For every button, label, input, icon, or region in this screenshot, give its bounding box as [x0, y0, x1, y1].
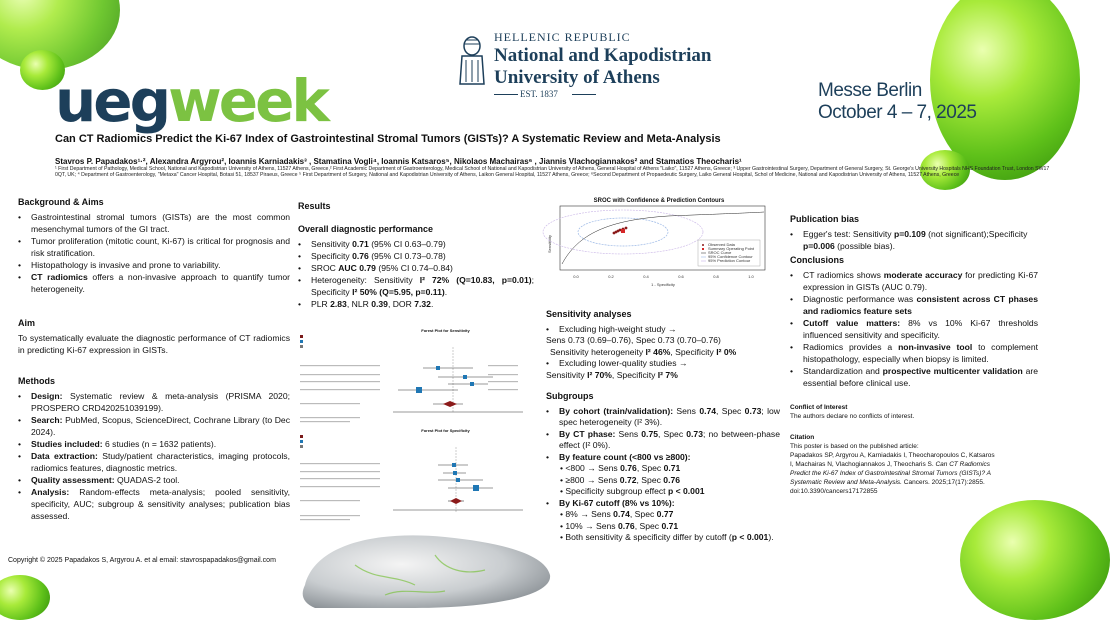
forest-plot-specificity	[298, 428, 533, 526]
list-item: • Excluding lower-quality studies →	[546, 358, 780, 370]
list-item	[18, 271, 290, 295]
emphasis: non-invasive tool	[898, 342, 973, 352]
methods-list	[18, 390, 290, 522]
list-item: • Excluding high-weight study →	[546, 324, 780, 336]
label: Design:	[31, 391, 63, 401]
text: , Spec	[636, 474, 664, 485]
athena-seal-icon	[454, 36, 490, 86]
list-item	[18, 390, 290, 414]
list-item	[298, 262, 534, 274]
forest-plot-title: Forest Plot for Specificity	[421, 428, 470, 433]
text: , Specificity	[670, 346, 717, 357]
sensitivity-analyses-list	[546, 324, 780, 336]
sroc-chart	[548, 198, 770, 290]
affiliations: ¹ First Department of Pathology, Medical School, National and Kapodistrian University of Athens, 11527 Athens, Greece,² First Academic Department of Gastroenterology, Medical School of National and Kapodistrian University of Athens, General Hospital of Athens "Laiko", 11527 Athens, Greece; ³ Upper Gastrointestinal Surgery, Department of General Surgery, St. George's University Hospitals NHS Foundation Trust, London SW17 0QT, UK; ⁴ Department of Gastroenterology, "Metaxa" Cancer Hospital, Botasi 51, 18537 Piraeus, Greece ⁵ First Department of Surgery, National and Kapodistrian University of Athens, Laikon General Hospital, 11527 Athens, Greece; ⁶Second Department of Propaedeutic Surgery, Laiko General Hospital, Schol of Medicine, National and Kapodistrian University of Athens, 11527 Athens, Greece	[55, 166, 1050, 179]
text: Diagnostic performance was	[803, 294, 917, 304]
subgroups-heading: Subgroups	[546, 391, 594, 401]
text: (95% CI 0.74–0.84)	[375, 263, 453, 273]
authors: Stavros P. Papadakos¹·², Alexandra Argyrou², Ioannis Karniadakis³ , Stamatina Vogli⁴, Ioannis Katsaros⁵, Nikolaos Machairas⁶ , Jiannis Vlachogiannakos² and Stamatios Theocharis¹	[55, 157, 742, 166]
value: 0.74	[613, 509, 630, 519]
text: , Spec	[636, 463, 664, 473]
poster-title: Can CT Radiomics Predict the Ki-67 Index of Gastrointestinal Stromal Tumors (GISTs)? A Systematic Review and Meta-Analysis	[55, 133, 721, 145]
subgroup-line	[546, 463, 780, 475]
text: , Spec	[716, 405, 745, 416]
list-item	[546, 429, 780, 452]
value: 2.83	[330, 299, 347, 309]
text: , Spec	[629, 509, 657, 519]
text: .	[444, 287, 448, 297]
subgroup-line	[546, 521, 780, 533]
text: , NLR	[346, 299, 372, 309]
x-tick-label: 0.8	[713, 274, 719, 279]
text: • ≥800 → Sens	[560, 474, 620, 485]
text: (95% CI 0.73–0.78)	[368, 251, 446, 261]
value: 0.72	[619, 474, 637, 485]
subgroups-list-2	[546, 498, 780, 510]
publication-bias-heading: Publication bias	[790, 214, 860, 224]
text: 8% vs 10% Ki-67 thresholds influenced sensitivity and specificity.	[803, 318, 1039, 340]
results-column	[298, 200, 534, 310]
sroc-xlabel: 1 - Specificity	[651, 282, 675, 287]
university-est: EST. 1837	[520, 89, 558, 99]
list-item	[298, 250, 534, 262]
divider	[494, 94, 518, 95]
value: 0.76	[617, 520, 635, 531]
list-item: • Histopathology is invasive and prone to variability.	[18, 259, 290, 271]
right-column	[790, 213, 1038, 496]
text: Radiomics provides a	[803, 342, 899, 352]
text: Sensitivity	[311, 239, 353, 249]
subgroup-line	[546, 509, 780, 521]
text: • Specificity subgroup effect	[560, 486, 668, 496]
sroc-graphic	[548, 204, 770, 288]
value: 0.71	[663, 463, 681, 473]
list-item	[18, 450, 290, 474]
value: I² 0%	[716, 346, 737, 357]
sroc-x-ticks	[573, 274, 754, 279]
sroc-legend-entry: 95% Confidence Contour	[708, 254, 753, 259]
text: ).	[768, 532, 774, 542]
aim-heading: Aim	[18, 318, 36, 328]
forest-plot-sensitivity	[298, 328, 533, 426]
x-tick-label: 0.4	[643, 274, 649, 279]
list-item	[18, 438, 290, 450]
text: ; low spec heterogeneity (I² 3%).	[559, 405, 781, 427]
text: offers a non-invasive approach to quantify tumor heterogeneity.	[31, 272, 290, 294]
sroc-legend-entry: Summary Operating Point	[708, 246, 755, 251]
middle-right-column	[546, 309, 780, 544]
text: are essential before clinical use.	[803, 366, 1038, 388]
label: By cohort (train/validation):	[559, 405, 674, 416]
sroc-title: SROC with Confidence & Prediction Contours	[593, 198, 725, 204]
venue-line-1: Messe Berlin	[818, 80, 922, 101]
sroc-ylabel: Sensitivity	[547, 234, 552, 254]
label: Search:	[31, 415, 63, 425]
sensitivity-analyses-list-2	[546, 358, 780, 370]
text: Papadakos SP, Argyrou A, Karniadakis I, Theocharopoulos C, Katsaros I, Machairas N, Vlachogiannakos J, Theocharis S.	[790, 452, 995, 468]
text: • <800 → Sens	[560, 463, 621, 473]
value: p < 0.001	[667, 486, 705, 496]
value: 0.73	[686, 428, 703, 439]
aim-text: To systematically evaluate the diagnostic performance of CT radiomics in predicting Ki-67 expression in GISTs.	[18, 333, 290, 355]
x-tick-label: 0.6	[678, 274, 684, 279]
forest-plot-spec-graphic	[298, 433, 533, 525]
university-small-caption: HELLENIC REPUBLIC	[494, 30, 631, 44]
list-item	[18, 414, 290, 438]
value: 0.74	[699, 405, 717, 416]
value: 0.73	[744, 405, 762, 416]
text: Specificity	[311, 251, 353, 261]
conflict-section	[790, 403, 1000, 496]
value: 0.71	[352, 239, 369, 249]
text: Random-effects meta-analysis; pooled sensitivity, specificity, AUC; subgroup & sensitivity analyses; publication bias assessed.	[31, 487, 290, 521]
text: , Spec	[658, 428, 687, 439]
forest-plot-sens-graphic	[298, 333, 533, 425]
venue-line-2: October 4 – 7, 2025	[818, 102, 977, 123]
x-tick-label: 0.2	[608, 274, 614, 279]
logo-week: week	[168, 67, 327, 135]
text: Study/patient characteristics, imaging protocols, radiomics features, diagnostic metrics.	[31, 451, 290, 473]
text: Cancers. 2025;17(17):2855. doi:10.3390/cancers17172855	[790, 479, 985, 495]
value: 0.76	[352, 251, 369, 261]
list-item	[790, 228, 1038, 252]
background-list	[18, 211, 290, 295]
text: ; Specificity	[311, 275, 534, 297]
sens-analysis-line	[546, 370, 780, 382]
emphasis: prospective multicenter validation	[882, 366, 1023, 376]
citation-intro: This poster is based on the published article:	[790, 443, 919, 450]
text: Sensitivity	[546, 369, 588, 380]
value: I² 70%	[587, 369, 612, 380]
publication-bias-list	[790, 228, 1038, 252]
university-line-2: University of Athens	[494, 67, 660, 88]
label: Quality assessment:	[31, 475, 115, 485]
subgroups-list	[546, 406, 780, 464]
text: for predicting Ki-67 expression in GISTs (AUC 0.79).	[803, 270, 1039, 292]
text: • 10% → Sens	[560, 520, 618, 531]
value: p=0.006	[803, 241, 835, 251]
text: Standardization and	[803, 366, 883, 376]
list-item	[546, 452, 780, 464]
value: I² 46%	[645, 346, 671, 357]
text: CT radiomics shows	[803, 270, 884, 280]
list-item	[18, 474, 290, 486]
emphasis: consistent across CT phases and radiomics feature sets	[803, 294, 1038, 316]
value: 0.76	[620, 463, 637, 473]
university-name	[494, 30, 712, 89]
text: , Specificity	[611, 369, 658, 380]
list-item: • Gastrointestinal stromal tumors (GISTs) are the most common mesenchymal tumors of the GI tract.	[18, 211, 290, 235]
sensitivity-analyses-heading: Sensitivity analyses	[546, 309, 632, 319]
text: ; no between-phase effect (I² 0%).	[559, 428, 780, 450]
value: 0.75	[641, 428, 659, 439]
conclusions-list	[790, 269, 1038, 389]
x-tick-label: 0.0	[573, 274, 579, 279]
bold-text: CT radiomics	[31, 272, 88, 282]
subgroup-line	[546, 475, 780, 487]
value: 0.39	[371, 299, 388, 309]
text: , DOR	[387, 299, 415, 309]
list-item	[546, 406, 780, 429]
value: I² 7%	[657, 369, 678, 380]
text: (possible bias).	[834, 241, 895, 251]
value: 7.32	[414, 299, 431, 309]
list-item: • Tumor proliferation (mitotic count, Ki-67) is critical for prognosis and risk stratification.	[18, 235, 290, 259]
text: Systematic review & meta-analysis (PRISMA 2020; PROSPERO CRD420251039199).	[31, 391, 290, 413]
emphasis: Cutoff value matters:	[803, 318, 901, 328]
value: 0.77	[656, 509, 674, 519]
text: .	[430, 299, 434, 309]
text: • Both sensitivity & specificity differ by cutoff (	[560, 532, 732, 542]
label: Data extraction:	[31, 451, 98, 461]
university-line-1: National and Kapodistrian	[494, 45, 712, 66]
sens-analysis-line	[546, 347, 780, 359]
text: PubMed, Scopus, ScienceDirect, Cochrane Library (to Dec 2024).	[31, 415, 290, 437]
background-heading: Background & Aims	[18, 197, 104, 207]
results-heading: Results	[298, 201, 331, 211]
forest-plot-title: Forest Plot for Sensitivity	[421, 328, 470, 333]
article-title: Can CT Radiomics Predict the Ki-67 Index of Gastrointestinal Stromal Tumors (GISTs)? A Systematic Review and Meta-Analysis.	[790, 461, 991, 486]
conclusions-heading: Conclusions	[790, 255, 845, 265]
methods-heading: Methods	[18, 376, 55, 386]
divider	[572, 94, 596, 95]
value: p < 0.001	[731, 532, 769, 542]
sroc-legend-entry: Observed Data	[708, 242, 735, 247]
list-item	[790, 317, 1038, 341]
green-blob-bottom-right	[960, 500, 1110, 620]
value: I² 72% (Q=10.83, p=0.01)	[419, 275, 532, 285]
list-item	[298, 298, 534, 310]
sroc-legend-entry: 95% Prediction Contour	[708, 258, 751, 263]
text: Sens	[673, 405, 700, 416]
text: 6 studies (n = 1632 patients).	[102, 439, 217, 449]
text: to complement histopathology, especially when biopsy is limited.	[803, 342, 1038, 364]
list-item	[790, 365, 1038, 389]
subgroup-line	[546, 486, 780, 498]
liver-illustration	[295, 525, 555, 608]
label: Analysis:	[31, 487, 70, 497]
ueg-week-logo	[55, 67, 327, 135]
list-item	[298, 238, 534, 250]
text: Heterogeneity: Sensitivity	[311, 275, 420, 285]
citation-heading: Citation	[790, 434, 815, 441]
x-tick-label: 1.0	[748, 274, 754, 279]
text: SROC	[311, 263, 339, 273]
overall-performance-heading: Overall diagnostic performance	[298, 224, 434, 234]
emphasis: moderate accuracy	[883, 270, 963, 280]
conflict-heading: Conflict of Interest	[790, 404, 848, 411]
results-list	[298, 238, 534, 310]
value: 0.76	[663, 474, 681, 485]
value: p=0.109	[893, 229, 926, 239]
list-item	[790, 269, 1038, 293]
label: By Ki-67 cutoff (8% vs 10%):	[559, 497, 675, 508]
label: By feature count (<800 vs ≥800):	[559, 451, 691, 462]
citation-body	[790, 451, 1000, 496]
text: PLR	[311, 299, 331, 309]
list-item	[546, 498, 780, 510]
text: • 8% → Sens	[560, 509, 614, 519]
text: Egger's test: Sensitivity	[803, 229, 894, 239]
text: , Spec	[634, 520, 662, 531]
copyright-footer: Copyright © 2025 Papadakos S, Argyrou A. et al email: stavrospapadakos@gmail.com	[8, 557, 276, 564]
logo-ueg: ueg	[55, 67, 169, 135]
list-item	[790, 293, 1038, 317]
conflict-text: The authors declare no conflicts of interest.	[790, 413, 915, 420]
value: AUC 0.79	[338, 263, 376, 273]
value: 0.71	[661, 520, 679, 531]
text: (95% CI 0.63–0.79)	[368, 239, 446, 249]
green-blob-bottom-left	[0, 575, 50, 620]
list-item	[298, 274, 534, 298]
label: By CT phase:	[559, 428, 616, 439]
left-column	[18, 196, 290, 522]
venue	[818, 80, 976, 124]
text: (not significant);Specificity	[925, 229, 1028, 239]
text: Sensitivity heterogeneity	[550, 346, 646, 357]
subgroup-line	[546, 532, 780, 544]
text: QUADAS-2 tool.	[114, 475, 180, 485]
sens-analysis-line: Sens 0.73 (0.69–0.76), Spec 0.73 (0.70–0.76)	[546, 335, 721, 345]
list-item	[790, 341, 1038, 365]
label: Studies included:	[31, 439, 103, 449]
value: I² 50% (Q=5.95, p=0.11)	[352, 287, 445, 297]
text: Sens	[615, 428, 642, 439]
sroc-legend-entry: SROC Curve	[708, 250, 732, 255]
list-item	[18, 486, 290, 522]
